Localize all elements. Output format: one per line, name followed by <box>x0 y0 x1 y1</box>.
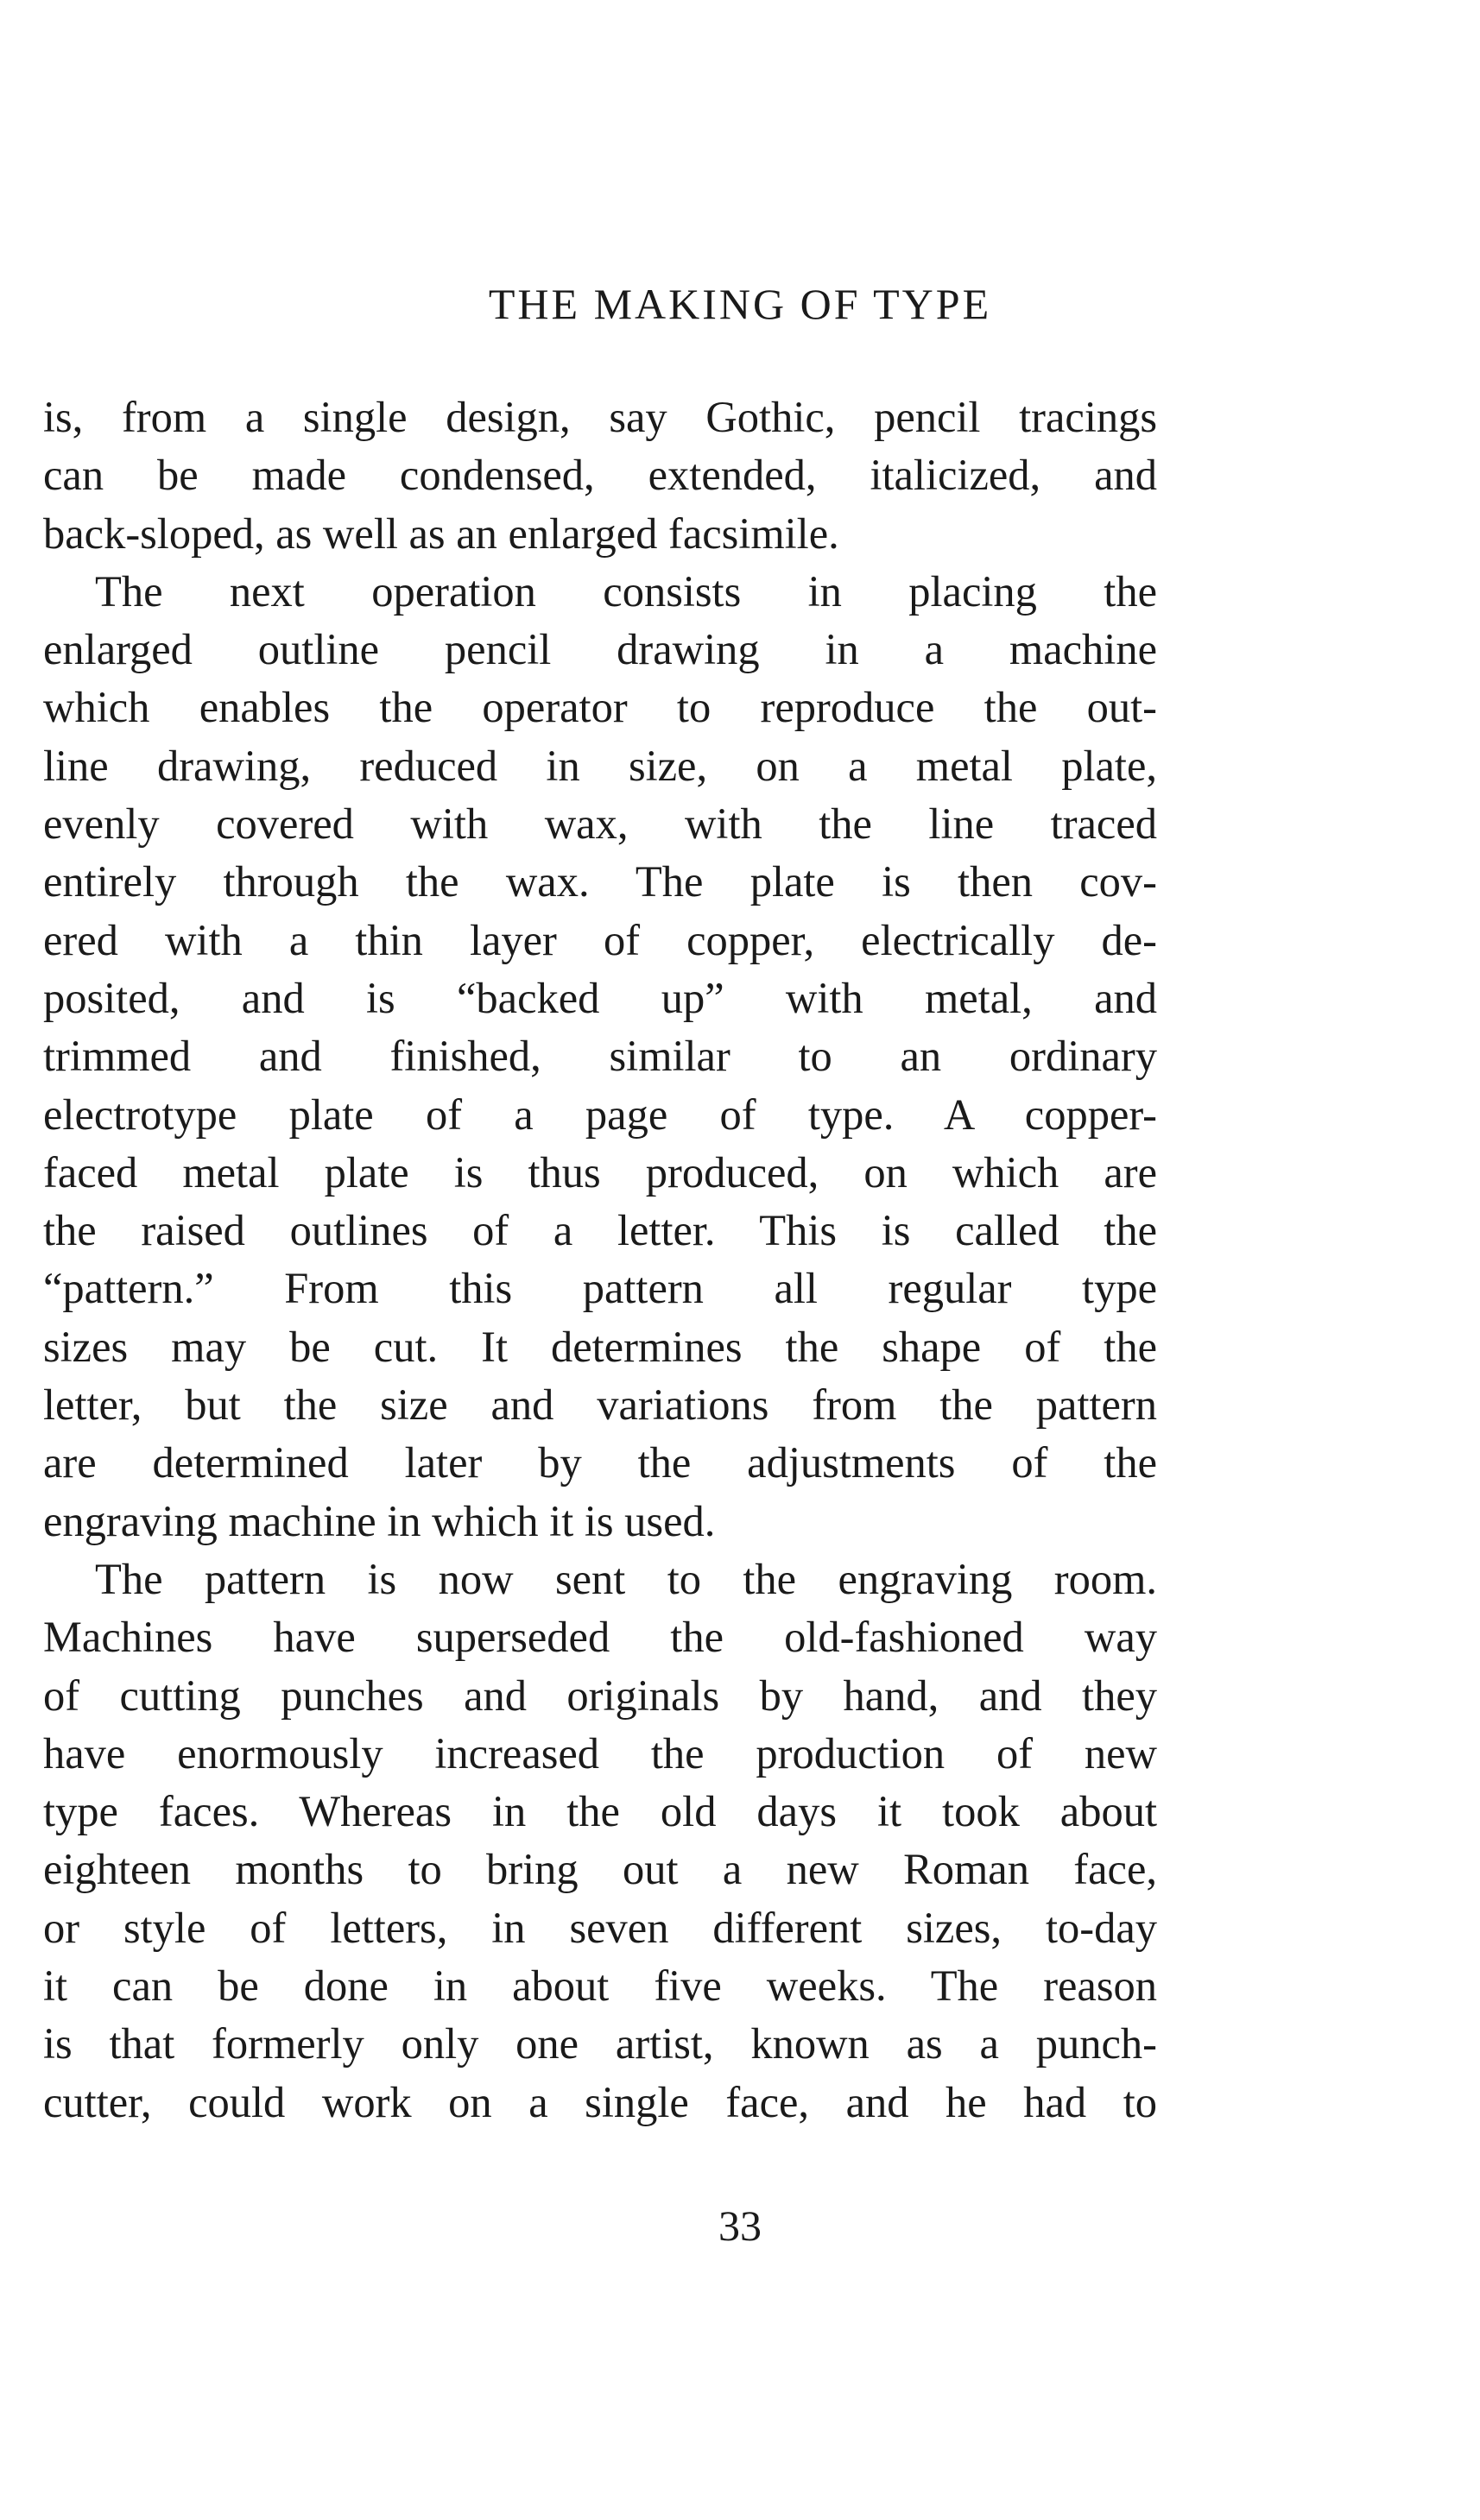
text-line: “pattern.” From this pattern all regular type <box>43 1264 1157 1313</box>
text-line: trimmed and finished, similar to an ordinary <box>43 1032 1157 1081</box>
text-line: posited, and is “backed up” with metal, and <box>43 973 1157 1022</box>
text-line: ered with a thin layer of copper, electrically de- <box>43 915 1157 964</box>
text-line: entirely through the wax. The plate is then cov- <box>43 857 1157 906</box>
text-line: eighteen months to bring out a new Roman face, <box>43 1845 1157 1894</box>
text-line: electrotype plate of a page of type. A copper- <box>43 1089 1157 1139</box>
text-line: are determined later by the adjustments of the <box>43 1438 1157 1487</box>
page-number: 33 <box>718 2201 762 2250</box>
text-line: The next operation consists in placing the <box>95 566 1157 616</box>
text-line: have enormously increased the production of new <box>43 1728 1157 1778</box>
text-line: engraving machine in which it is used. <box>43 1496 716 1545</box>
text-line: the raised outlines of a letter. This is called the <box>43 1206 1157 1255</box>
text-line: is, from a single design, say Gothic, pencil tracings <box>43 393 1157 441</box>
running-head: THE MAKING OF TYPE <box>488 280 992 328</box>
text-line: enlarged outline pencil drawing in a machine <box>43 625 1157 674</box>
text-line: can be made condensed, extended, italicized, and <box>43 451 1157 500</box>
text-line: sizes may be cut. It determines the shape of the <box>43 1322 1157 1371</box>
text-line: it can be done in about five weeks. The reason <box>43 1961 1157 2011</box>
text-line: back-sloped, as well as an enlarged facsimile. <box>43 508 839 558</box>
text-line: letter, but the size and variations from the pattern <box>43 1380 1157 1430</box>
text-line: faced metal plate is thus produced, on which are <box>43 1147 1157 1197</box>
text-line: type faces. Whereas in the old days it took about <box>43 1787 1157 1836</box>
text-line: or style of letters, in seven different sizes, to-day <box>43 1903 1157 1952</box>
text-line: is that formerly only one artist, known as a punch- <box>43 2019 1157 2068</box>
text-line: The pattern is now sent to the engraving room. <box>95 1554 1157 1603</box>
text-line: line drawing, reduced in size, on a metal plate, <box>43 741 1157 790</box>
text-line: of cutting punches and originals by hand, and they <box>43 1671 1157 1720</box>
text-line: Machines have superseded the old-fashioned way <box>43 1613 1157 1662</box>
text-line: cutter, could work on a single face, and he had to <box>43 2077 1157 2126</box>
body-text <box>43 388 1157 2132</box>
text-line: evenly covered with wax, with the line traced <box>43 799 1157 849</box>
text-line: which enables the operator to reproduce the out- <box>43 683 1157 732</box>
